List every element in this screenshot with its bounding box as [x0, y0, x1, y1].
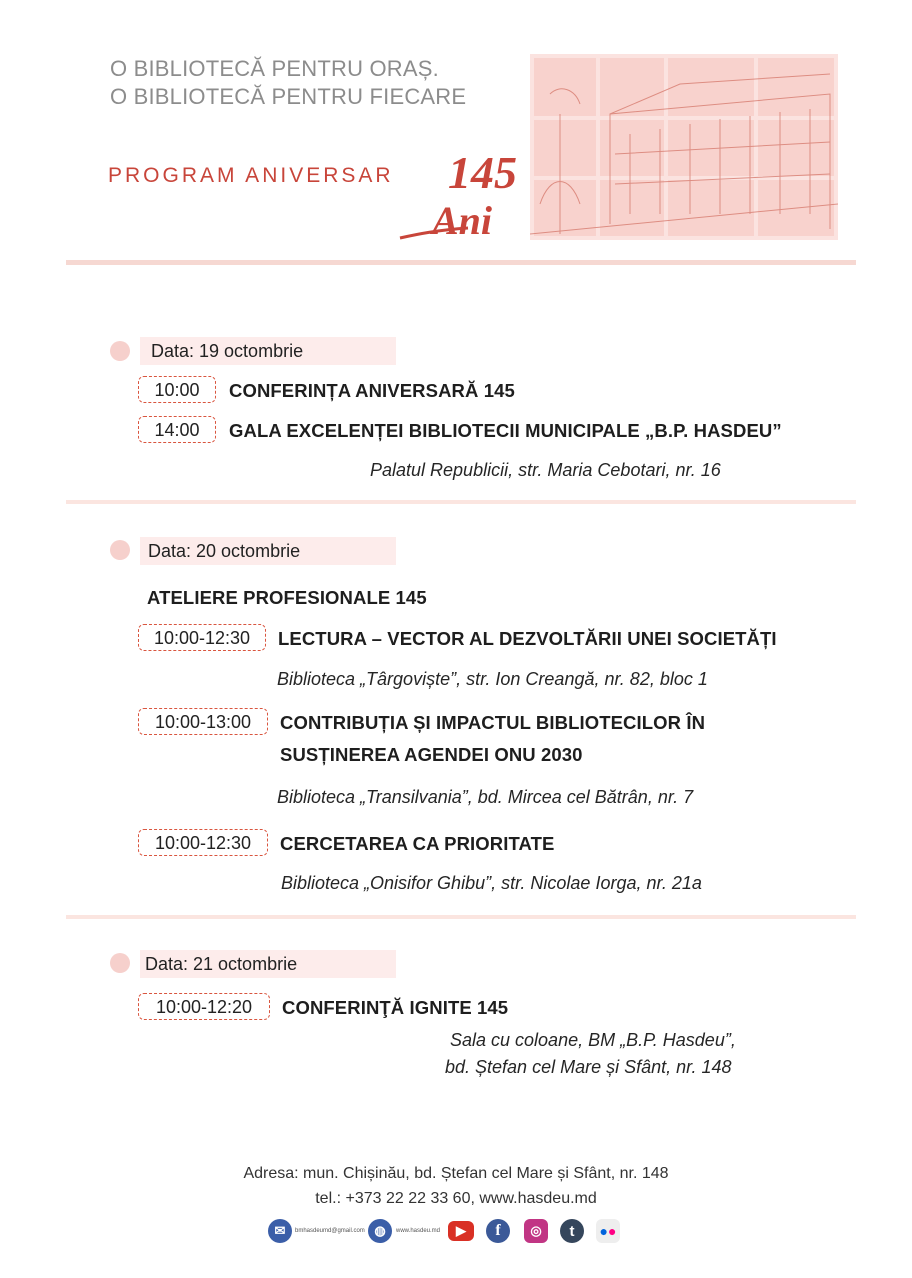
date-label-19: Data: 19 octombrie — [140, 337, 396, 365]
footer-address: Adresa: mun. Chișinău, bd. Ștefan cel Mare și Sfânt, nr. 148 — [243, 1165, 669, 1182]
date-label-21: Data: 21 octombrie — [140, 950, 396, 978]
bullet-dot — [110, 953, 130, 973]
instagram-icon[interactable]: ◎ — [524, 1219, 548, 1243]
event-title-line-2: SUSȚINEREA AGENDEI ONU 2030 — [280, 744, 583, 765]
program-title: PROGRAM ANIVERSAR — [108, 164, 394, 187]
web-icon[interactable]: ◍ — [368, 1219, 392, 1243]
footer-email[interactable]: bmhasdeumd@gmail.com — [295, 1228, 365, 1234]
header-divider — [66, 260, 856, 265]
event-title-line-1: CONTRIBUȚIA ȘI IMPACTUL BIBLIOTECILOR ÎN — [280, 712, 706, 733]
event-title: CONFERINȚA ANIVERSARĂ 145 — [229, 380, 515, 401]
event-location: Biblioteca „Târgoviște”, str. Ion Creangă, nr. 82, bloc 1 — [277, 669, 708, 689]
footer-website[interactable]: www.hasdeu.md — [396, 1228, 441, 1234]
logo-number: 145 — [448, 147, 517, 198]
bullet-dot — [110, 540, 130, 560]
event-title: CONFERINŢĂ IGNITE 145 — [282, 997, 509, 1018]
facebook-icon[interactable]: f — [486, 1219, 510, 1243]
event-time: 10:00-12:20 — [138, 993, 270, 1020]
tumblr-icon[interactable]: t — [560, 1219, 584, 1243]
date-label-20: Data: 20 octombrie — [140, 537, 396, 565]
event-location: Biblioteca „Transilvania”, bd. Mircea cel Bătrân, nr. 7 — [277, 787, 694, 807]
library-sketch-image — [530, 54, 838, 240]
event-title: CERCETAREA CA PRIORITATE — [280, 833, 555, 854]
event-time: 10:00 — [138, 376, 216, 403]
section-divider — [66, 500, 856, 504]
slogan-line-2: O BIBLIOTECĂ PENTRU FIECARE — [110, 84, 467, 109]
event-title: GALA EXCELENȚEI BIBLIOTECII MUNICIPALE „B.P. HASDEU” — [229, 420, 782, 441]
anniversary-logo — [398, 142, 528, 248]
event-time: 10:00-12:30 — [138, 829, 268, 856]
footer-contact: tel.: +373 22 22 33 60, www.hasdeu.md — [315, 1190, 597, 1207]
event-location-line-1: Sala cu coloane, BM „B.P. Hasdeu”, — [450, 1030, 736, 1050]
event-title: LECTURA – VECTOR AL DEZVOLTĂRII UNEI SOCIETĂȚI — [278, 628, 777, 649]
email-icon[interactable]: ✉ — [268, 1219, 292, 1243]
event-time: 14:00 — [138, 416, 216, 443]
event-time: 10:00-12:30 — [138, 624, 266, 651]
bullet-dot — [110, 341, 130, 361]
event-location-line-2: bd. Ștefan cel Mare și Sfânt, nr. 148 — [445, 1057, 732, 1077]
flickr-icon[interactable]: ● ● — [596, 1219, 620, 1243]
event-location: Biblioteca „Onisifor Ghibu”, str. Nicolae Iorga, nr. 21a — [281, 873, 702, 893]
section-divider — [66, 915, 856, 919]
youtube-icon[interactable]: ▶ — [448, 1221, 474, 1241]
logo-word: Ani — [432, 198, 493, 243]
footer-social-bar — [268, 1218, 628, 1244]
event-time: 10:00-13:00 — [138, 708, 268, 735]
section-title: ATELIERE PROFESIONALE 145 — [147, 587, 427, 608]
slogan-line-1: O BIBLIOTECĂ PENTRU ORAȘ. — [110, 56, 439, 81]
event-location: Palatul Republicii, str. Maria Cebotari, nr. 16 — [370, 460, 721, 480]
